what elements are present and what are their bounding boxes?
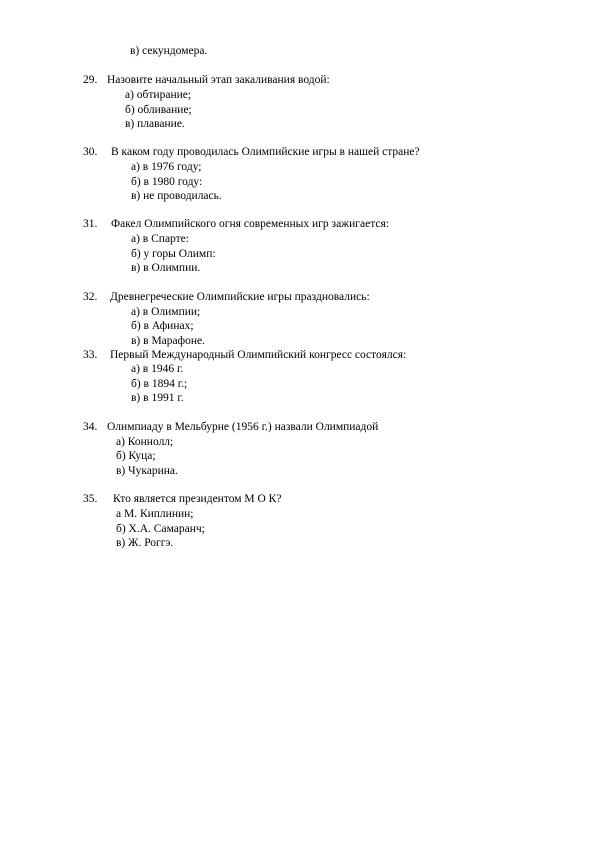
option-a: а) в 1976 году;: [131, 161, 202, 173]
option-b: б) Куца;: [116, 450, 156, 462]
question-29: [83, 73, 330, 87]
question-33: [83, 348, 406, 362]
question-text: В каком году проводилась Олимпийские игры в нашей стране?: [111, 146, 420, 158]
question-text: Первый Международный Олимпийский конгресс состоялся:: [110, 349, 407, 361]
question-34: [83, 420, 378, 434]
option-b: б) в 1980 году:: [131, 176, 203, 188]
option-c: в) в Олимпии.: [131, 262, 201, 274]
option-text: в) секундомера.: [130, 45, 208, 57]
option-c: в) в 1991 г.: [131, 392, 184, 404]
option-a: а) в Спарте:: [131, 233, 189, 245]
option-b: б) в Афинах;: [131, 320, 194, 332]
question-32: [83, 290, 370, 304]
question-number: 35.: [83, 493, 98, 505]
option-a: а М. Киплинин;: [116, 508, 194, 520]
question-text: Кто является президентом М О К?: [113, 493, 282, 505]
question-text: Факел Олимпийского огня современных игр зажигается:: [111, 218, 389, 230]
option-c: в) Чукарина.: [116, 465, 178, 477]
question-31: [83, 217, 389, 231]
option-a: а) Коннолл;: [116, 436, 174, 448]
question-number: 30.: [83, 146, 98, 158]
option-b: б) в 1894 г.;: [131, 378, 188, 390]
question-30: [83, 145, 420, 159]
option-c: в) не проводилась.: [131, 190, 222, 202]
question-text: Олимпиаду в Мельбурне (1956 г.) назвали Олимпиадой: [107, 421, 379, 433]
option-a: а) в 1946 г.: [131, 363, 184, 375]
question-text: Древнегреческие Олимпийские игры праздновались:: [110, 291, 370, 303]
question-35: [83, 492, 281, 506]
option-b: б) Х.А. Самаранч;: [116, 523, 205, 535]
option-c: в) плавание.: [125, 118, 185, 130]
option-c: в) в Марафоне.: [131, 335, 205, 347]
option-a: а) в Олимпии;: [131, 306, 201, 318]
question-number: 31.: [83, 218, 98, 230]
option-c: в) Ж. Роггэ.: [116, 537, 174, 549]
option-a: а) обтирание;: [125, 89, 192, 101]
question-number: 34.: [83, 421, 98, 433]
question-text: Назовите начальный этап закаливания водой:: [107, 74, 330, 86]
option-b: б) у горы Олимп:: [131, 248, 216, 260]
option-b: б) обливание;: [125, 104, 192, 116]
question-number: 32.: [83, 291, 98, 303]
question-number: 29.: [83, 74, 98, 86]
question-number: 33.: [83, 349, 98, 361]
